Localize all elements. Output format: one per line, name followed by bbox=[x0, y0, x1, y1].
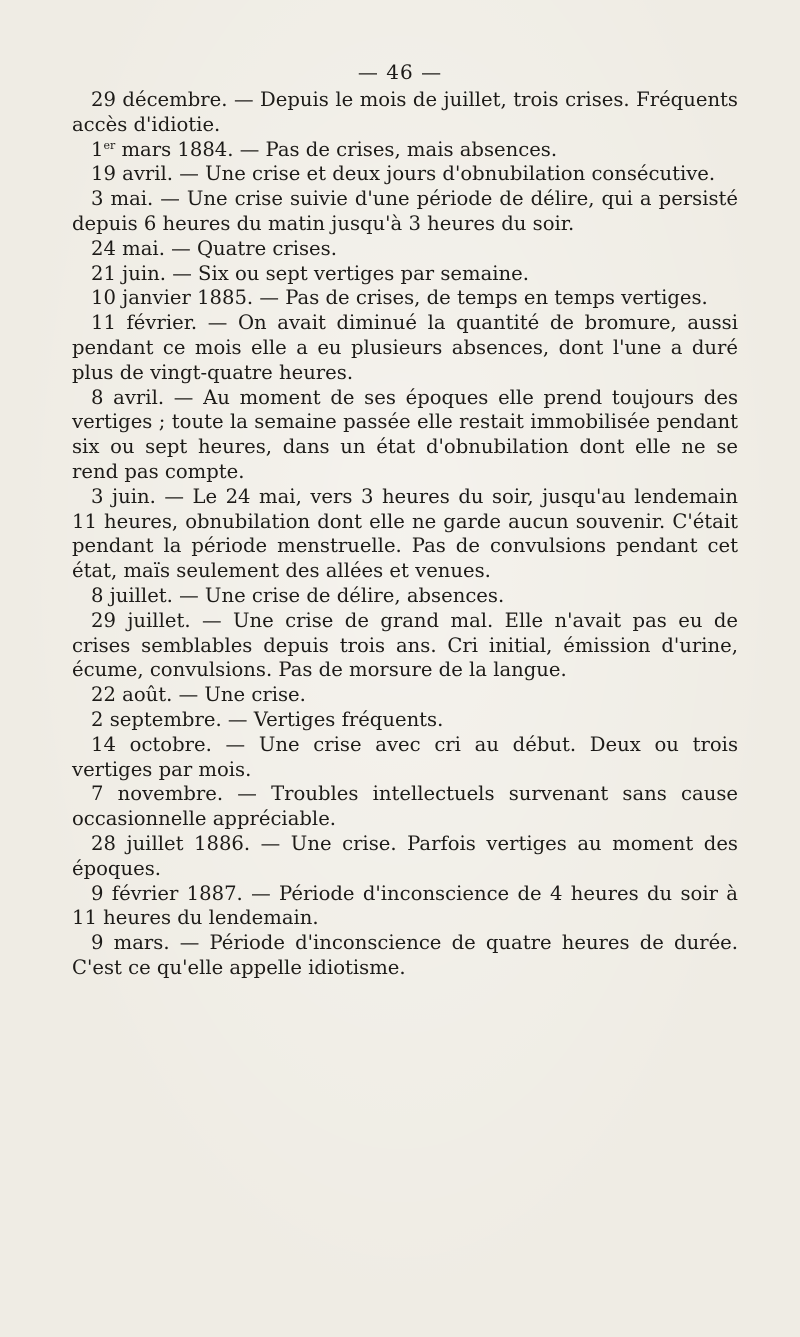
entry-paragraph: 10 janvier 1885. — Pas de crises, de temps en temps vertiges. bbox=[91, 286, 708, 310]
journal-entries bbox=[72, 88, 738, 981]
entry-paragraph: 14 octobre. — Une crise avec cri au début. Deux ou trois vertiges par mois. bbox=[72, 732, 738, 781]
entry-paragraph: 8 avril. — Au moment de ses époques elle prend toujours des vertiges ; toute la semaine passée elle restait immobilisée pendant six ou sept heures, dans un état d'obnubilation dont elle ne se rend pas compte. bbox=[72, 385, 738, 483]
ordinal-superscript: er bbox=[103, 138, 116, 152]
entry-paragraph: 9 février 1887. — Période d'inconscience de 4 heures du soir à 11 heures du lendemain. bbox=[72, 881, 738, 930]
entry-paragraph: 28 juillet 1886. — Une crise. Parfois vertiges au moment des époques. bbox=[72, 831, 738, 880]
entry-text: mars 1884. — Pas de crises, mais absences. bbox=[115, 137, 558, 161]
entry-paragraph: 9 mars. — Période d'inconscience de quatre heures de durée. C'est ce qu'elle appelle idiotisme. bbox=[72, 931, 738, 979]
entry-paragraph: 8 juillet. — Une crise de délire, absences. bbox=[91, 583, 505, 607]
entry-paragraph: 24 mai. — Quatre crises. bbox=[91, 236, 337, 260]
entry-paragraph: 29 juillet. — Une crise de grand mal. Elle n'avait pas eu de crises semblables depuis trois ans. Cri initial, émission d'urine, écume, convulsions. Pas de morsure de la langue. bbox=[72, 608, 738, 682]
entry-paragraph: 29 décembre. — Depuis le mois de juillet, trois crises. Fréquents accès d'idiotie. bbox=[72, 88, 738, 136]
entry-paragraph: 19 avril. — Une crise et deux jours d'obnubilation consécutive. bbox=[91, 162, 716, 186]
entry-paragraph: 2 septembre. — Vertiges fréquents. bbox=[91, 707, 444, 731]
page-number: — 46 — bbox=[357, 60, 443, 84]
entry-paragraph: 22 août. — Une crise. bbox=[91, 683, 306, 707]
entry-paragraph: 3 juin. — Le 24 mai, vers 3 heures du soir, jusqu'au lendemain 11 heures, obnubilation dont elle ne garde aucun souvenir. C'était pendant la période menstruelle. Pas de convulsions pendant cet état, maïs seulement des allées et venues. bbox=[72, 484, 738, 583]
entry-paragraph bbox=[72, 138, 738, 163]
entry-paragraph: 7 novembre. — Troubles intellectuels survenant sans cause occasionnelle appréciable. bbox=[72, 782, 738, 831]
entry-day: 1 bbox=[91, 137, 104, 161]
entry-paragraph: 21 juin. — Six ou sept vertiges par semaine. bbox=[91, 261, 529, 285]
entry-paragraph: 11 février. — On avait diminué la quantité de bromure, aussi pendant ce mois elle a eu plusieurs absences, dont l'une a duré plus de vingt-quatre heures. bbox=[72, 311, 738, 384]
entry-paragraph: 3 mai. — Une crise suivie d'une période de délire, qui a persisté depuis 6 heures du matin jusqu'à 3 heures du soir. bbox=[72, 187, 738, 235]
